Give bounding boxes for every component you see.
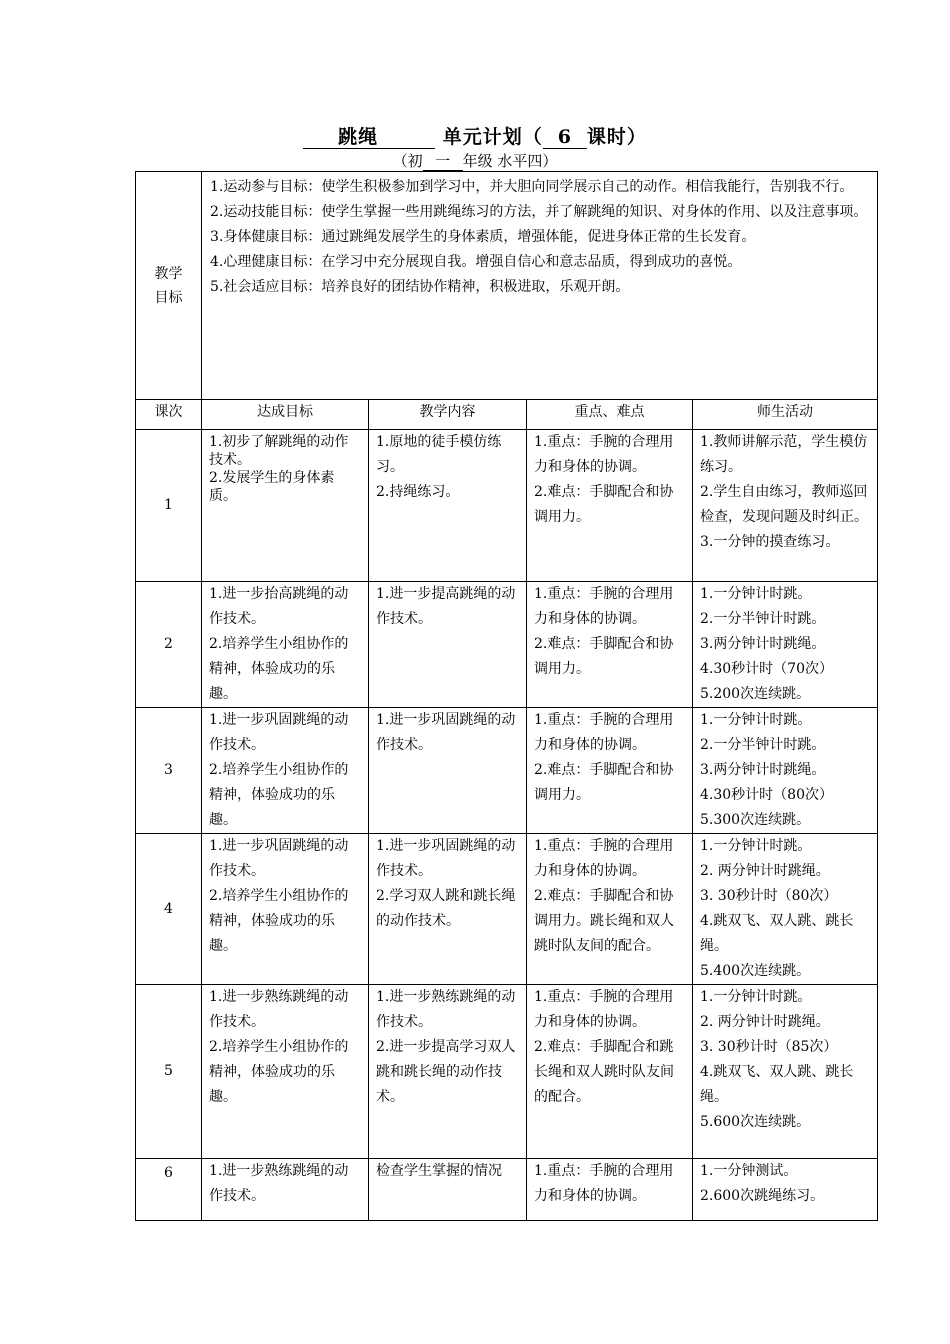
lesson-number: 2 bbox=[136, 582, 202, 708]
title-main: 单元计划（ bbox=[442, 126, 543, 148]
table-row bbox=[136, 708, 878, 834]
lesson-activities: 1.一分钟计时跳。 2. 两分钟计时跳绳。 3. 30秒计时（80次） 4.跳双飞、双人跳、跳长绳。 5.400次连续跳。 bbox=[693, 834, 878, 985]
lesson-number: 1 bbox=[136, 430, 202, 582]
objective-item: 3.身体健康目标：通过跳绳发展学生的身体素质，增强体能，促进身体正常的生长发育。 bbox=[210, 229, 756, 245]
title-hours: 6 bbox=[543, 126, 587, 149]
lesson-goals: 1.进一步巩固跳绳的动作技术。 2.培养学生小组协作的精神，体验成功的乐趣。 bbox=[202, 834, 369, 985]
table-row bbox=[136, 1159, 878, 1221]
lesson-content: 1.原地的徒手模仿练习。 2.持绳练习。 bbox=[369, 430, 527, 582]
title-suffix: 课时） bbox=[586, 126, 647, 148]
lesson-goals: 1.进一步熟练跳绳的动作技术。 bbox=[202, 1159, 369, 1221]
lesson-goals: 1.进一步巩固跳绳的动作技术。 2.培养学生小组协作的精神，体验成功的乐趣。 bbox=[202, 708, 369, 834]
header-lesson-number: 课次 bbox=[136, 400, 202, 430]
header-content: 教学内容 bbox=[369, 400, 527, 430]
header-keys: 重点、难点 bbox=[527, 400, 693, 430]
objectives-content bbox=[202, 172, 878, 400]
objectives-label: 教学 目标 bbox=[136, 172, 202, 400]
header-goals: 达成目标 bbox=[202, 400, 369, 430]
table-row bbox=[136, 985, 878, 1159]
lesson-content: 1.进一步巩固跳绳的动作技术。 2.学习双人跳和跳长绳的动作技术。 bbox=[369, 834, 527, 985]
lesson-keys: 1.重点：手腕的合理用力和身体的协调。 2.难点：手脚配合和跳长绳和双人跳时队友间的配合。 bbox=[527, 985, 693, 1159]
objective-item: 1.运动参与目标：使学生积极参加到学习中，并大胆向同学展示自己的动作。相信我能行，告别我不行。 bbox=[210, 179, 854, 195]
lesson-keys: 1.重点：手腕的合理用力和身体的协调。 2.难点：手脚配合和协调用力。跳长绳和双人跳时队友间的配合。 bbox=[527, 834, 693, 985]
lesson-content: 1.进一步熟练跳绳的动作技术。 2.进一步提高学习双人跳和跳长绳的动作技术。 bbox=[369, 985, 527, 1159]
table-row bbox=[136, 430, 878, 582]
lesson-keys: 1.重点：手腕的合理用力和身体的协调。 2.难点：手脚配合和协调用力。 bbox=[527, 708, 693, 834]
lesson-goals: 1.初步了解跳绳的动作技术。 2.发展学生的身体素质。 bbox=[202, 430, 369, 582]
lesson-content: 1.进一步巩固跳绳的动作技术。 bbox=[369, 708, 527, 834]
table-row bbox=[136, 834, 878, 985]
subtitle-open: （初 bbox=[392, 152, 423, 170]
subtitle-grade: 一 bbox=[423, 152, 463, 171]
lesson-activities: 1.一分钟计时跳。 2.一分半钟计时跳。 3.两分钟计时跳绳。 4.30秒计时（70次） 5.200次连续跳。 bbox=[693, 582, 878, 708]
lesson-content: 检查学生掌握的情况 bbox=[369, 1159, 527, 1221]
table-header-row bbox=[136, 400, 878, 430]
table-row bbox=[136, 582, 878, 708]
title-subject: 跳绳 bbox=[303, 126, 413, 149]
title-underline-gap bbox=[413, 126, 435, 149]
lesson-keys: 1.重点：手腕的合理用力和身体的协调。 2.难点：手脚配合和协调用力。 bbox=[527, 430, 693, 582]
lesson-number: 5 bbox=[136, 985, 202, 1159]
lesson-activities: 1.教师讲解示范，学生模仿练习。 2.学生自由练习，教师巡回检查，发现问题及时纠正。 3.一分钟的摸查练习。 bbox=[693, 430, 878, 582]
lesson-keys: 1.重点：手腕的合理用力和身体的协调。 2.难点：手脚配合和协调用力。 bbox=[527, 582, 693, 708]
lesson-number: 3 bbox=[136, 708, 202, 834]
objective-item: 4.心理健康目标：在学习中充分展现自我。增强自信心和意志品质，得到成功的喜悦。 bbox=[210, 254, 742, 270]
page-title bbox=[0, 122, 950, 149]
lesson-activities: 1.一分钟计时跳。 2. 两分钟计时跳绳。 3. 30秒计时（85次） 4.跳双飞、双人跳、跳长绳。 5.600次连续跳。 bbox=[693, 985, 878, 1159]
lesson-activities: 1.一分钟计时跳。 2.一分半钟计时跳。 3.两分钟计时跳绳。 4.30秒计时（80次） 5.300次连续跳。 bbox=[693, 708, 878, 834]
objective-item: 5.社会适应目标：培养良好的团结协作精神，积极进取，乐观开朗。 bbox=[210, 279, 630, 295]
lesson-content: 1.进一步提高跳绳的动作技术。 bbox=[369, 582, 527, 708]
page-subtitle bbox=[0, 150, 950, 171]
lesson-goals: 1.进一步抬高跳绳的动作技术。 2.培养学生小组协作的精神，体验成功的乐趣。 bbox=[202, 582, 369, 708]
objectives-row bbox=[136, 172, 878, 400]
lesson-number: 6 bbox=[136, 1159, 202, 1221]
objective-item: 2.运动技能目标：使学生掌握一些用跳绳练习的方法，并了解跳绳的知识、对身体的作用、以及注意事项。 bbox=[210, 204, 868, 220]
subtitle-level: 年级 水平四） bbox=[462, 152, 558, 170]
lesson-activities: 1.一分钟测试。 2.600次跳绳练习。 bbox=[693, 1159, 878, 1221]
lesson-keys: 1.重点：手腕的合理用力和身体的协调。 bbox=[527, 1159, 693, 1221]
lesson-number: 4 bbox=[136, 834, 202, 985]
unit-plan-table bbox=[135, 171, 878, 1221]
header-activities: 师生活动 bbox=[693, 400, 878, 430]
lesson-goals: 1.进一步熟练跳绳的动作技术。 2.培养学生小组协作的精神，体验成功的乐趣。 bbox=[202, 985, 369, 1159]
